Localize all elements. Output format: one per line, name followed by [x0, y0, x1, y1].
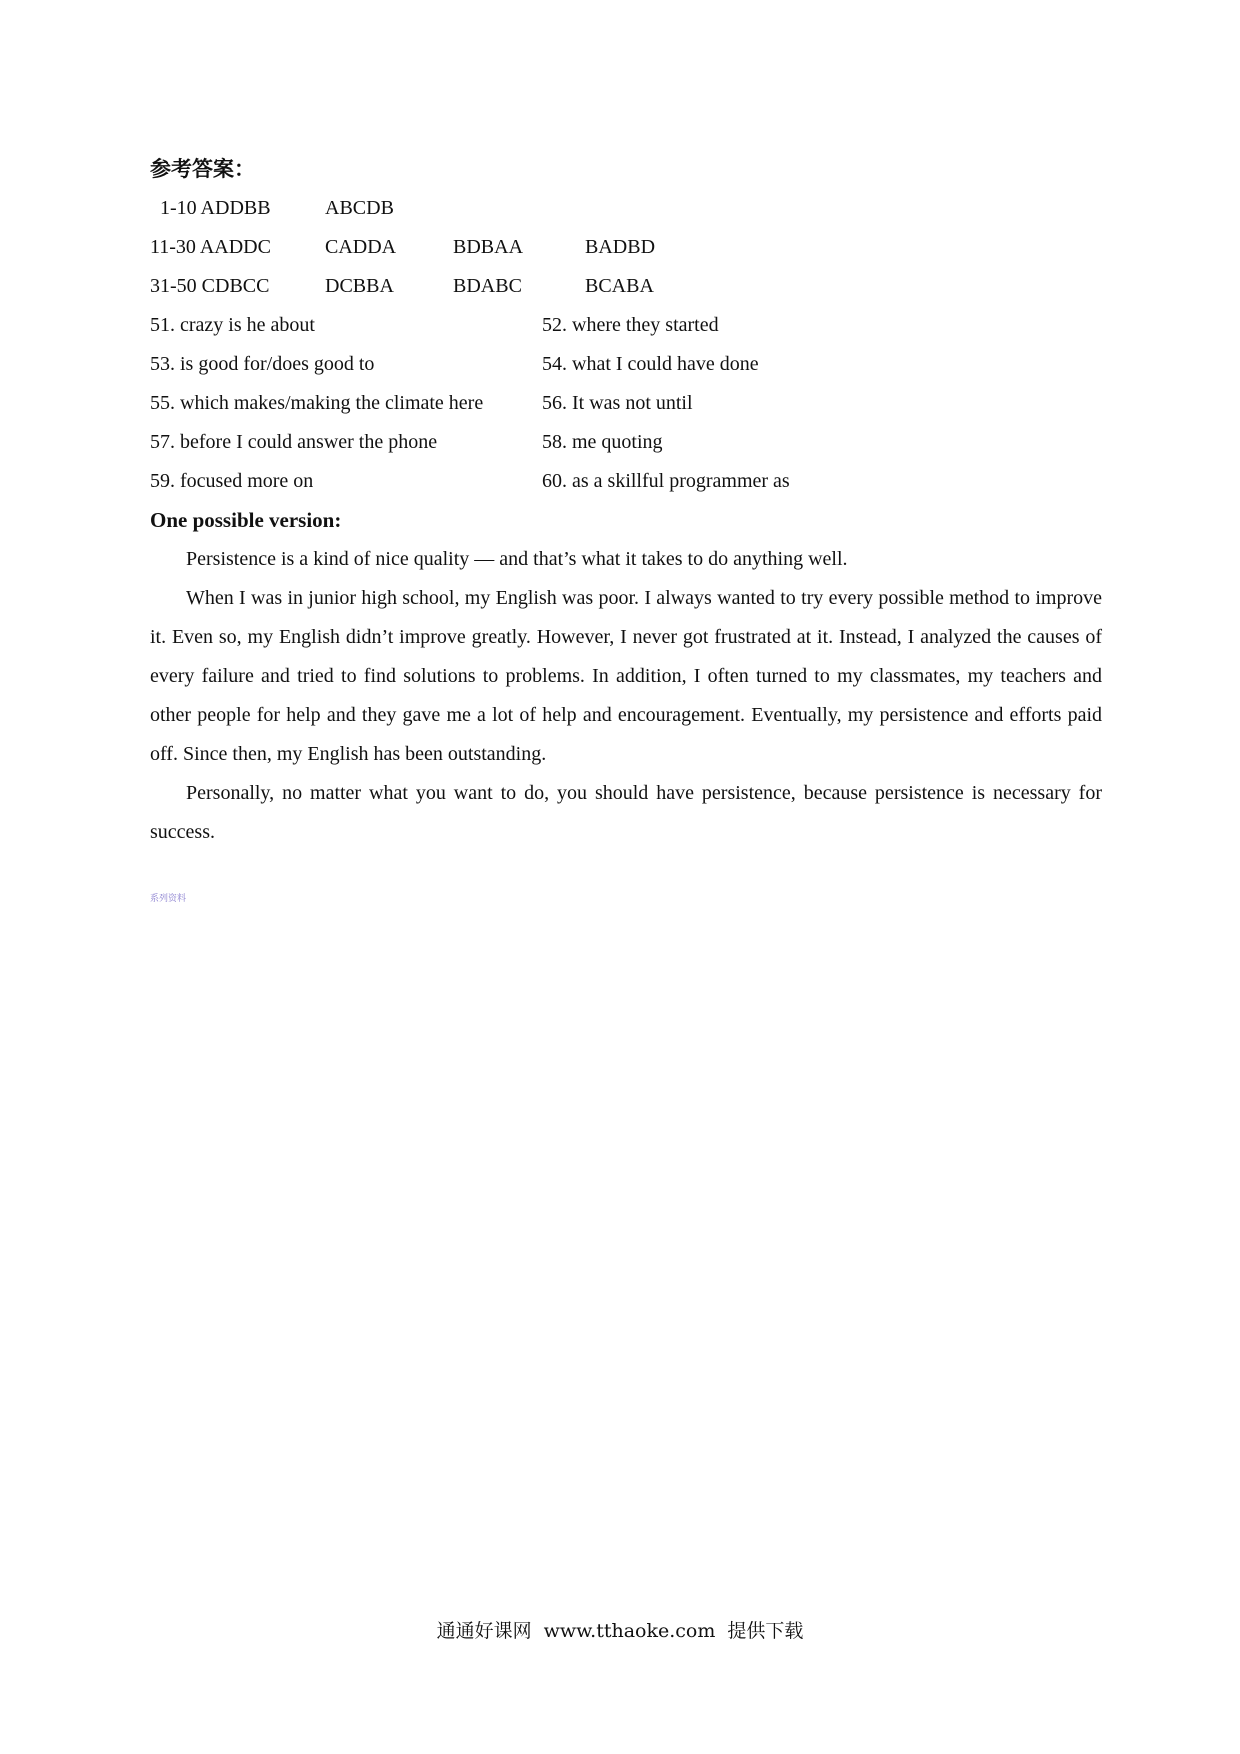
sentence-answer: 58. me quoting: [542, 431, 663, 453]
sentence-answer: 59. focused more on: [150, 470, 314, 492]
answer-cell: CADDA: [325, 236, 397, 258]
sentence-answer: 53. is good for/does good to: [150, 353, 375, 375]
sentence-answer: 51. crazy is he about: [150, 314, 315, 336]
sentence-answer-row: [150, 306, 1102, 345]
sentence-answer: 55. which makes/making the climate here: [150, 392, 484, 414]
answer-cell: 31-50 CDBCC: [150, 275, 270, 297]
answer-row: [150, 267, 1102, 306]
sentence-answer-row: [150, 345, 1102, 384]
answer-cell: 11-30 AADDC: [150, 236, 271, 258]
sentence-answer: 57. before I could answer the phone: [150, 431, 438, 453]
sentence-answer-row: [150, 462, 1102, 501]
version-title: One possible version:: [150, 508, 342, 532]
sentence-answer: 56. It was not until: [542, 392, 693, 414]
answer-cell: BADBD: [585, 236, 656, 258]
answer-key: [150, 150, 1102, 852]
answer-cell: DCBBA: [325, 275, 394, 297]
answer-cell: BCABA: [585, 275, 654, 297]
essay-paragraph: Personally, no matter what you want to do, you should have persistence, because persistence is necessary for success.: [150, 782, 1102, 843]
answer-cell: BDBAA: [453, 236, 524, 258]
sentence-answer: 54. what I could have done: [542, 353, 759, 375]
answer-cell: ABCDB: [325, 197, 394, 219]
sentence-answer-row: [150, 423, 1102, 462]
sentence-answer: 52. where they started: [542, 314, 719, 336]
essay-paragraph: Persistence is a kind of nice quality — and that’s what it takes to do anything well.: [186, 548, 848, 570]
sentence-answer-row: [150, 384, 1102, 423]
answer-cell: 1-10 ADDBB: [160, 197, 271, 219]
answer-cell: BDABC: [453, 275, 522, 297]
sentence-answer: 60. as a skillful programmer as: [542, 470, 790, 492]
answer-row: [150, 189, 1102, 228]
answer-row: [150, 228, 1102, 267]
essay-paragraph: When I was in junior high school, my English was poor. I always wanted to try every possible method to improve it. Even so, my English didn’t improve greatly. However, I never got frustrated at it. Instead, I analyzed the causes of every failure and tried to find solutions to problems. In addition, I often turned to my classmates, my teachers and other people for help and they gave me a lot of help and encouragement. Eventually, my persistence and efforts paid off. Since then, my English has been outstanding.: [150, 587, 1102, 765]
footer-download-note: 通通好课网 www.tthaoke.com 提供下载: [436, 1620, 804, 1642]
watermark-text: 系列资料: [150, 894, 187, 904]
answer-key-heading: 参考答案：: [150, 157, 255, 181]
